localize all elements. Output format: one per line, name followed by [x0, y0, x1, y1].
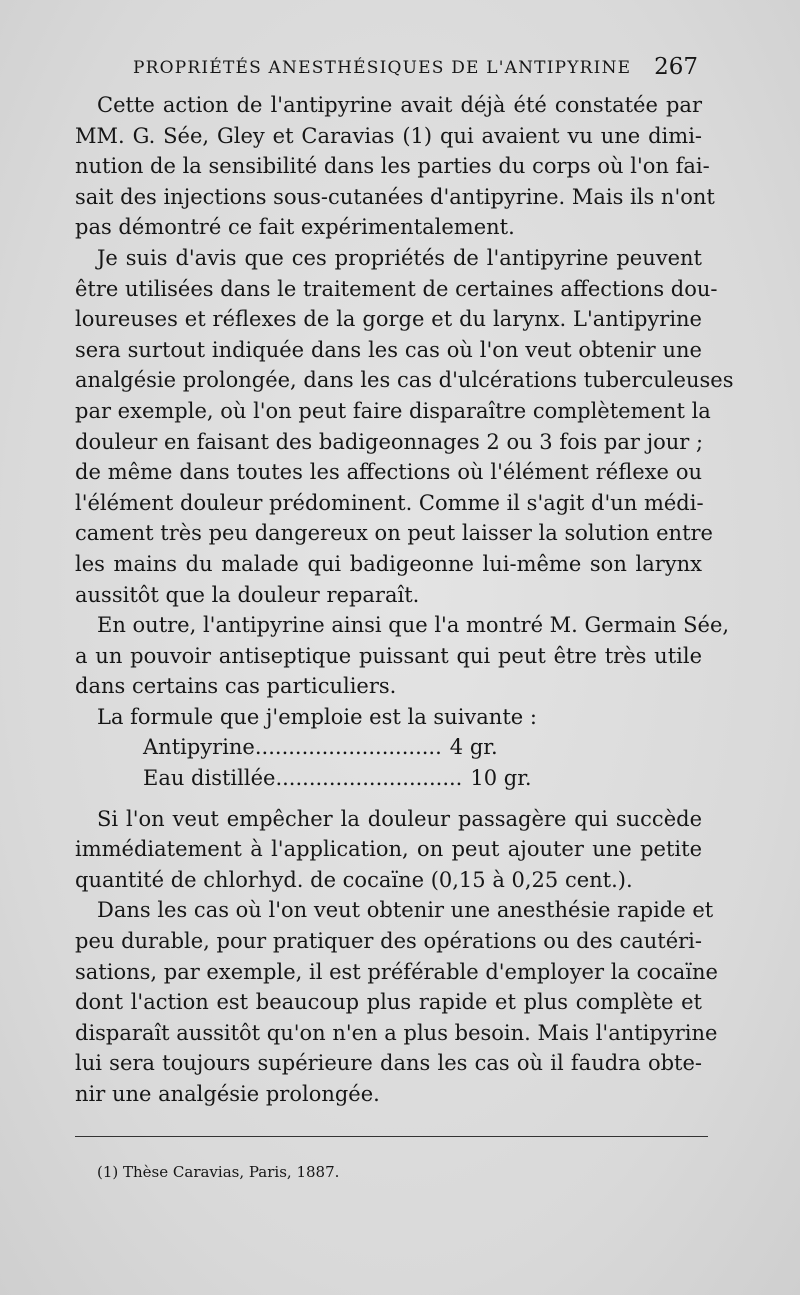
- text-line: dans certains cas particuliers.: [75, 674, 397, 699]
- formula-block: [75, 732, 702, 793]
- text-line: Si l'on veut empêcher la douleur passagère qui succède: [97, 806, 702, 831]
- paragraph: [75, 610, 730, 702]
- text-line: sations, par exemple, il est préférable d'employer la cocaïne: [75, 959, 718, 984]
- text-line: dont l'action est beaucoup plus rapide et plus complète et: [75, 990, 702, 1015]
- text-line: En outre, l'antipyrine ainsi que l'a montré M. Germain Sée,: [97, 613, 730, 638]
- paragraph: [75, 804, 702, 896]
- text-line: l'élément douleur prédominent. Comme il s'agit d'un médi-: [75, 490, 704, 515]
- text-line: les mains du malade qui badigeonne lui-même son larynx: [75, 551, 702, 576]
- formula-row: [75, 763, 683, 794]
- page-number: 267: [654, 54, 698, 80]
- text-line: aussitôt que la douleur reparaît.: [75, 582, 420, 607]
- paragraph: [75, 243, 734, 610]
- ingredient-name: Antipyrine: [143, 735, 255, 760]
- text-line: peu durable, pour pratiquer des opérations ou des cautéri-: [75, 929, 702, 954]
- paragraph: [75, 895, 718, 1109]
- text-line: Dans les cas où l'on veut obtenir une anesthésie rapide et: [97, 898, 714, 923]
- footnote-rule: [75, 1136, 708, 1137]
- text-line: nution de la sensibilité dans les parties du corps où l'on fai-: [75, 154, 710, 179]
- text-line: Je suis d'avis que ces propriétés de l'antipyrine peuvent: [97, 245, 702, 270]
- text-line: quantité de chlorhyd. de cocaïne (0,15 à 0,25 cent.).: [75, 867, 633, 892]
- text-line: MM. G. Sée, Gley et Caravias (1) qui avaient vu une dimi-: [75, 123, 702, 148]
- text-line: de même dans toutes les affections où l'élément réflexe ou: [75, 460, 702, 485]
- text-line: immédiatement à l'application, on peut ajouter une petite: [75, 837, 702, 862]
- footnote: (1) Thèse Caravias, Paris, 1887.: [97, 1163, 340, 1181]
- formula-row: [75, 732, 683, 763]
- text-line: cament très peu dangereux on peut laisser la solution entre: [75, 521, 713, 546]
- leader-dots: ............................: [275, 766, 463, 791]
- paragraphs-after-formula: [75, 804, 718, 1110]
- text-line: nir une analgésie prolongée.: [75, 1082, 380, 1106]
- text-line: pas démontré ce fait expérimentalement.: [75, 215, 515, 240]
- ingredient-quantity: 10 gr.: [470, 766, 532, 791]
- text-line: être utilisées dans le traitement de certaines affections dou-: [75, 276, 718, 301]
- running-title: PROPRIÉTÉS ANESTHÉSIQUES DE L'ANTIPYRINE: [133, 58, 632, 78]
- text-line: sait des injections sous-cutanées d'antipyrine. Mais ils n'ont: [75, 184, 715, 209]
- running-header: [133, 56, 698, 86]
- text-line: a un pouvoir antiseptique puissant qui peut être très utile: [75, 643, 702, 668]
- ingredient-quantity: 4 gr.: [449, 735, 498, 760]
- text-line: par exemple, où l'on peut faire disparaître complètement la: [75, 398, 711, 423]
- leader-dots: ............................: [254, 735, 442, 760]
- text-line: douleur en faisant des badigeonnages 2 ou 3 fois par jour ;: [75, 429, 704, 454]
- text-line: La formule que j'emploie est la suivante :: [97, 704, 537, 729]
- text-line: Cette action de l'antipyrine avait déjà été constatée par: [97, 93, 702, 117]
- body-text: [75, 90, 734, 1110]
- paragraph: [75, 702, 702, 733]
- paragraphs-before-formula: [75, 90, 734, 732]
- text-line: sera surtout indiquée dans les cas où l'on veut obtenir une: [75, 337, 702, 362]
- text-line: disparaît aussitôt qu'on n'en a plus besoin. Mais l'antipyrine: [75, 1020, 718, 1045]
- paragraph: [75, 90, 715, 243]
- text-line: analgésie prolongée, dans les cas d'ulcérations tuberculeuses: [75, 368, 734, 393]
- text-line: lui sera toujours supérieure dans les cas où il faudra obte-: [75, 1051, 702, 1076]
- ingredient-name: Eau distillée: [143, 766, 276, 791]
- text-line: loureuses et réflexes de la gorge et du larynx. L'antipyrine: [75, 307, 702, 332]
